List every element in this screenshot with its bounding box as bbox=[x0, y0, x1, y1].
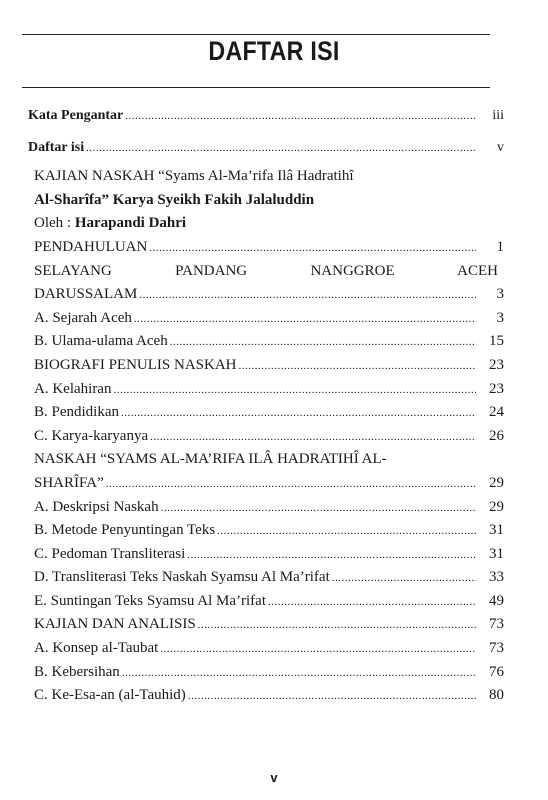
leader-dots bbox=[150, 426, 476, 450]
leader-dots bbox=[113, 379, 476, 403]
toc-entry-label: C. Pedoman Transliterasi bbox=[34, 545, 186, 562]
toc-entry bbox=[28, 543, 504, 567]
study-title-line-2 bbox=[28, 189, 504, 213]
toc-entry bbox=[28, 425, 504, 449]
page-number: v bbox=[270, 770, 278, 785]
toc-entry-label-line: NASKAH “SYAMS AL-MA’RIFA ILÂ HADRATIHÎ AL- bbox=[34, 451, 387, 468]
leader-dots bbox=[239, 355, 476, 379]
toc-entry bbox=[28, 354, 504, 378]
toc-entry-page: 33 bbox=[489, 569, 504, 586]
leader-dots bbox=[217, 520, 476, 544]
toc-entry-label: B. Metode Penyuntingan Teks bbox=[34, 522, 216, 539]
toc-entry bbox=[28, 519, 504, 543]
study-title-text: Al-Sharîfa” Karya Syeikh Fakih Jalaluddin bbox=[34, 191, 315, 208]
toc-entry-page: 24 bbox=[489, 404, 504, 421]
toc-entry bbox=[28, 684, 504, 708]
toc-entry-page: 31 bbox=[489, 522, 504, 539]
toc-entry bbox=[28, 590, 504, 614]
table-of-contents bbox=[28, 104, 504, 708]
toc-entry-page: 73 bbox=[489, 640, 504, 657]
toc-entry-page: 26 bbox=[489, 427, 504, 444]
toc-entry-label: BIOGRAFI PENULIS NASKAH bbox=[34, 356, 237, 373]
toc-entry-label: C. Ke-Esa-an (al-Tauhid) bbox=[34, 687, 186, 704]
leader-dots bbox=[268, 591, 476, 615]
toc-entry-page: v bbox=[497, 139, 504, 155]
toc-entry bbox=[28, 613, 504, 637]
study-title-line-1: KAJIAN NASKAH “Syams Al-Ma’rifa Ilâ Hadratihî bbox=[34, 168, 354, 185]
toc-entry-label: KAJIAN DAN ANALISIS bbox=[34, 616, 196, 633]
toc-entry-label-line: SELAYANG PANDANG NANGGROE ACEH bbox=[34, 262, 498, 279]
title-bottom-rule bbox=[22, 87, 490, 88]
toc-entry bbox=[28, 661, 504, 685]
toc-entry-label: B. Kebersihan bbox=[34, 663, 120, 680]
toc-entry-label: PENDAHULUAN bbox=[34, 238, 148, 255]
toc-entry-label: A. Konsep al-Taubat bbox=[34, 640, 159, 657]
toc-entry bbox=[28, 637, 504, 661]
toc-entry-page: 73 bbox=[489, 616, 504, 633]
toc-entry-label: Daftar isi bbox=[28, 139, 85, 155]
toc-entry-label: A. Deskripsi Naskah bbox=[34, 498, 159, 515]
toc-entry-label: A. Kelahiran bbox=[34, 380, 112, 397]
leader-dots bbox=[160, 638, 476, 662]
toc-entry-page: 29 bbox=[489, 498, 504, 515]
toc-entry bbox=[28, 566, 504, 590]
leader-dots bbox=[139, 284, 476, 308]
toc-entry-label: C. Karya-karyanya bbox=[34, 427, 149, 444]
leader-dots bbox=[188, 685, 476, 709]
toc-entry-label: Kata Pengantar bbox=[28, 108, 124, 123]
toc-entry-label: DARUSSALAM bbox=[34, 286, 138, 303]
author-prefix: Oleh : bbox=[34, 215, 75, 232]
toc-entry-page: 15 bbox=[489, 333, 504, 350]
leader-dots bbox=[125, 105, 476, 129]
toc-entry-daftar-isi bbox=[28, 136, 504, 160]
page-header bbox=[0, 0, 548, 10]
leader-dots bbox=[187, 544, 476, 568]
toc-entry bbox=[28, 330, 504, 354]
toc-entry-label: D. Transliterasi Teks Naskah Syamsu Al Ma’rifat bbox=[34, 569, 330, 586]
leader-dots bbox=[198, 614, 476, 638]
toc-entry-label: A. Sejarah Aceh bbox=[34, 309, 132, 326]
leader-dots bbox=[161, 497, 476, 521]
toc-entry bbox=[28, 401, 504, 425]
toc-entry bbox=[28, 378, 504, 402]
page-title: DAFTAR ISI bbox=[208, 36, 340, 66]
toc-entry-page: 29 bbox=[489, 474, 504, 491]
toc-entry-label: SHARÎFA” bbox=[34, 474, 104, 491]
toc-entry-label: B. Ulama-ulama Aceh bbox=[34, 333, 168, 350]
toc-entry-kata-pengantar bbox=[28, 104, 504, 128]
toc-entry-page: iii bbox=[492, 108, 504, 123]
toc-entry-label: B. Pendidikan bbox=[34, 404, 119, 421]
toc-entry-page: 49 bbox=[489, 592, 504, 609]
toc-entry-page: 31 bbox=[489, 545, 504, 562]
leader-dots bbox=[134, 308, 476, 332]
toc-entry bbox=[28, 236, 504, 260]
leader-dots bbox=[86, 137, 476, 161]
toc-entry bbox=[28, 283, 504, 307]
leader-dots bbox=[170, 331, 476, 355]
toc-entry-page: 80 bbox=[489, 687, 504, 704]
toc-entry-page: 23 bbox=[489, 356, 504, 373]
leader-dots bbox=[106, 473, 476, 497]
toc-entry bbox=[28, 307, 504, 331]
toc-entry-page: 3 bbox=[496, 286, 504, 303]
toc-entry-page: 3 bbox=[496, 309, 504, 326]
title-top-rule bbox=[22, 34, 490, 35]
leader-dots bbox=[122, 662, 476, 686]
author-name: Harapandi Dahri bbox=[74, 215, 187, 232]
leader-dots bbox=[121, 402, 476, 426]
toc-entry bbox=[28, 472, 504, 496]
toc-entry-page: 1 bbox=[496, 238, 504, 255]
toc-entry bbox=[28, 496, 504, 520]
toc-entry-page: 23 bbox=[489, 380, 504, 397]
toc-entry-label: E. Suntingan Teks Syamsu Al Ma’rifat bbox=[34, 592, 266, 609]
leader-dots bbox=[149, 237, 476, 261]
study-author bbox=[28, 212, 504, 236]
toc-entry-page: 76 bbox=[489, 663, 504, 680]
leader-dots bbox=[332, 567, 476, 591]
